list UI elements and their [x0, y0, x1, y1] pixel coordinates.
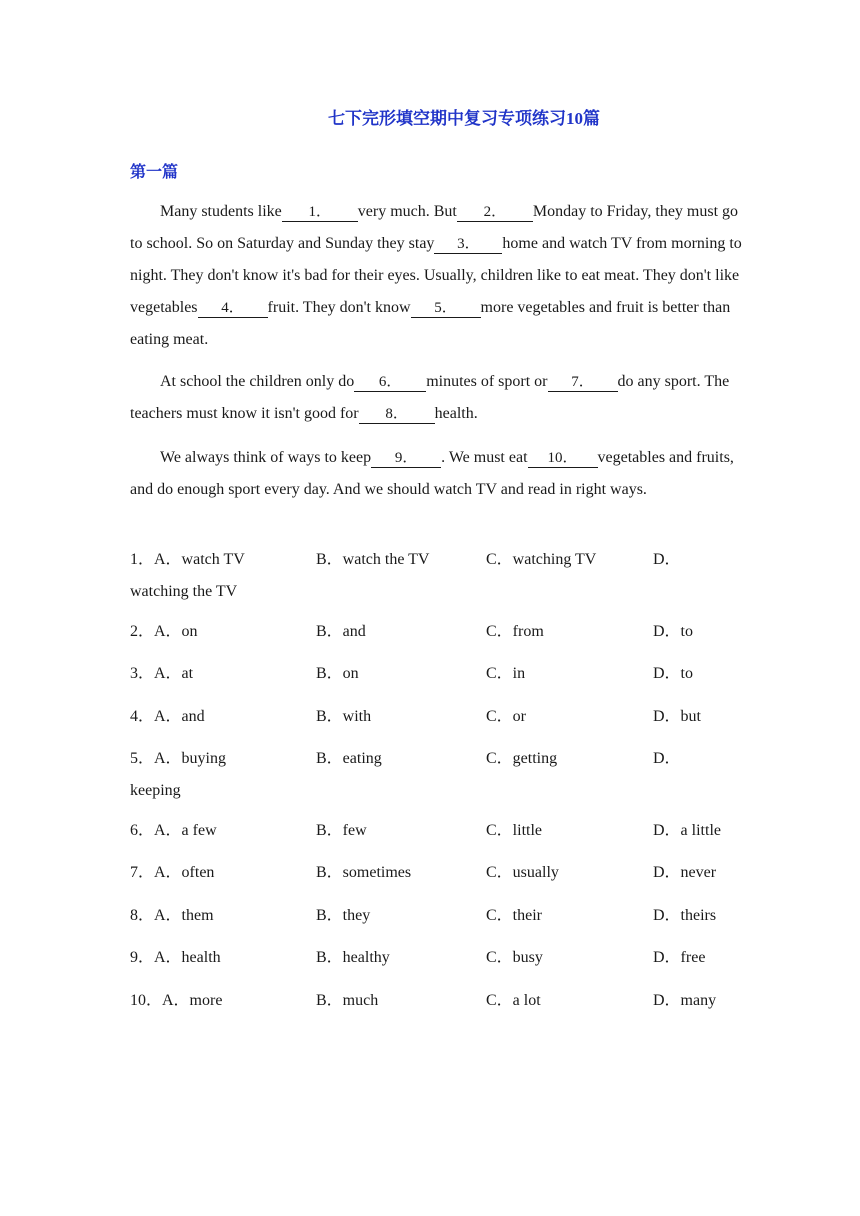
passage-paragraph-2: At school the children only do 6． minutes of sport or 7． do any sport. The teachers must know it isn't good for 8． health.: [130, 373, 730, 422]
option-b[interactable]: B．much: [316, 992, 379, 1009]
option-b[interactable]: B．few: [316, 822, 367, 839]
option-a[interactable]: 9．A．health: [130, 949, 221, 966]
option-c[interactable]: C．from: [486, 623, 544, 640]
passage-paragraph-3: We always think of ways to keep 9． . We must eat 10． vegetables and fruits, and do enough sport every day. And we should watch TV and read in right ways.: [130, 449, 734, 498]
question-1: [130, 548, 742, 572]
option-c[interactable]: C．usually: [486, 864, 559, 881]
option-d[interactable]: D．: [653, 551, 681, 568]
option-d[interactable]: D．a little: [653, 822, 721, 839]
question-2: [130, 620, 742, 644]
passage-paragraph-1: Many students like 1． very much. But 2． Monday to Friday, they must go to school. So on Saturday and Sunday they stay 3． home and watch TV from morning to night. They don't know it's bad for their eyes. Usually, children like to eat meat. They don't like vegetables 4． fruit. They don't know 5． more vegetables and fruit is better than eating meat.: [130, 203, 742, 348]
option-a[interactable]: 7．A．often: [130, 864, 215, 881]
option-d[interactable]: D．to: [653, 623, 694, 640]
option-a[interactable]: 3．A．at: [130, 665, 194, 682]
option-a[interactable]: 4．A．and: [130, 708, 205, 725]
option-c[interactable]: C．watching TV: [486, 551, 597, 568]
option-d[interactable]: D．many: [653, 992, 717, 1009]
option-b[interactable]: B．healthy: [316, 949, 390, 966]
question-3: [130, 662, 742, 686]
question-8: [130, 904, 742, 928]
option-a[interactable]: 8．A．them: [130, 907, 214, 924]
question-10: [130, 989, 742, 1013]
option-b[interactable]: B．and: [316, 623, 366, 640]
option-b[interactable]: B．sometimes: [316, 864, 412, 881]
blank-9: 9．: [371, 449, 441, 468]
option-d[interactable]: D．free: [653, 949, 706, 966]
option-a[interactable]: 6．A．a few: [130, 822, 217, 839]
blank-2: 2．: [457, 203, 533, 222]
question-9: [130, 946, 742, 970]
blank-6: 6．: [354, 373, 426, 392]
option-b[interactable]: B．with: [316, 708, 372, 725]
option-a[interactable]: 10．A．more: [130, 992, 223, 1009]
option-b[interactable]: B．watch the TV: [316, 551, 430, 568]
question-7: [130, 861, 742, 885]
blank-7: 7．: [548, 373, 618, 392]
option-a[interactable]: 1．A．watch TV: [130, 551, 245, 568]
option-b[interactable]: B．they: [316, 907, 371, 924]
option-d[interactable]: D．but: [653, 708, 702, 725]
option-c[interactable]: C．a lot: [486, 992, 541, 1009]
question-1-option-d-text: watching the TV: [130, 583, 238, 600]
option-b[interactable]: B．on: [316, 665, 359, 682]
option-d[interactable]: D．theirs: [653, 907, 717, 924]
option-c[interactable]: C．or: [486, 708, 527, 725]
option-a[interactable]: 2．A．on: [130, 623, 198, 640]
option-b[interactable]: B．eating: [316, 750, 382, 767]
option-d[interactable]: D．: [653, 750, 681, 767]
option-d[interactable]: D．never: [653, 864, 717, 881]
blank-8: 8．: [359, 405, 435, 424]
option-d[interactable]: D．to: [653, 665, 694, 682]
section-title: 第一篇: [130, 164, 179, 181]
blank-5: 5．: [411, 299, 481, 318]
page-title: 七下完形填空期中复习专项练习10篇: [328, 109, 600, 128]
blank-10: 10．: [528, 449, 598, 468]
option-c[interactable]: C．their: [486, 907, 542, 924]
option-c[interactable]: C．busy: [486, 949, 543, 966]
option-c[interactable]: C．little: [486, 822, 543, 839]
option-a[interactable]: 5．A．buying: [130, 750, 227, 767]
option-c[interactable]: C．in: [486, 665, 526, 682]
question-6: [130, 819, 742, 843]
blank-3: 3．: [434, 235, 502, 254]
option-c[interactable]: C．getting: [486, 750, 558, 767]
blank-4: 4．: [198, 299, 268, 318]
question-4: [130, 705, 742, 729]
blank-1: 1．: [282, 203, 358, 222]
question-5-option-d-text: keeping: [130, 782, 181, 799]
question-5: [130, 747, 742, 771]
